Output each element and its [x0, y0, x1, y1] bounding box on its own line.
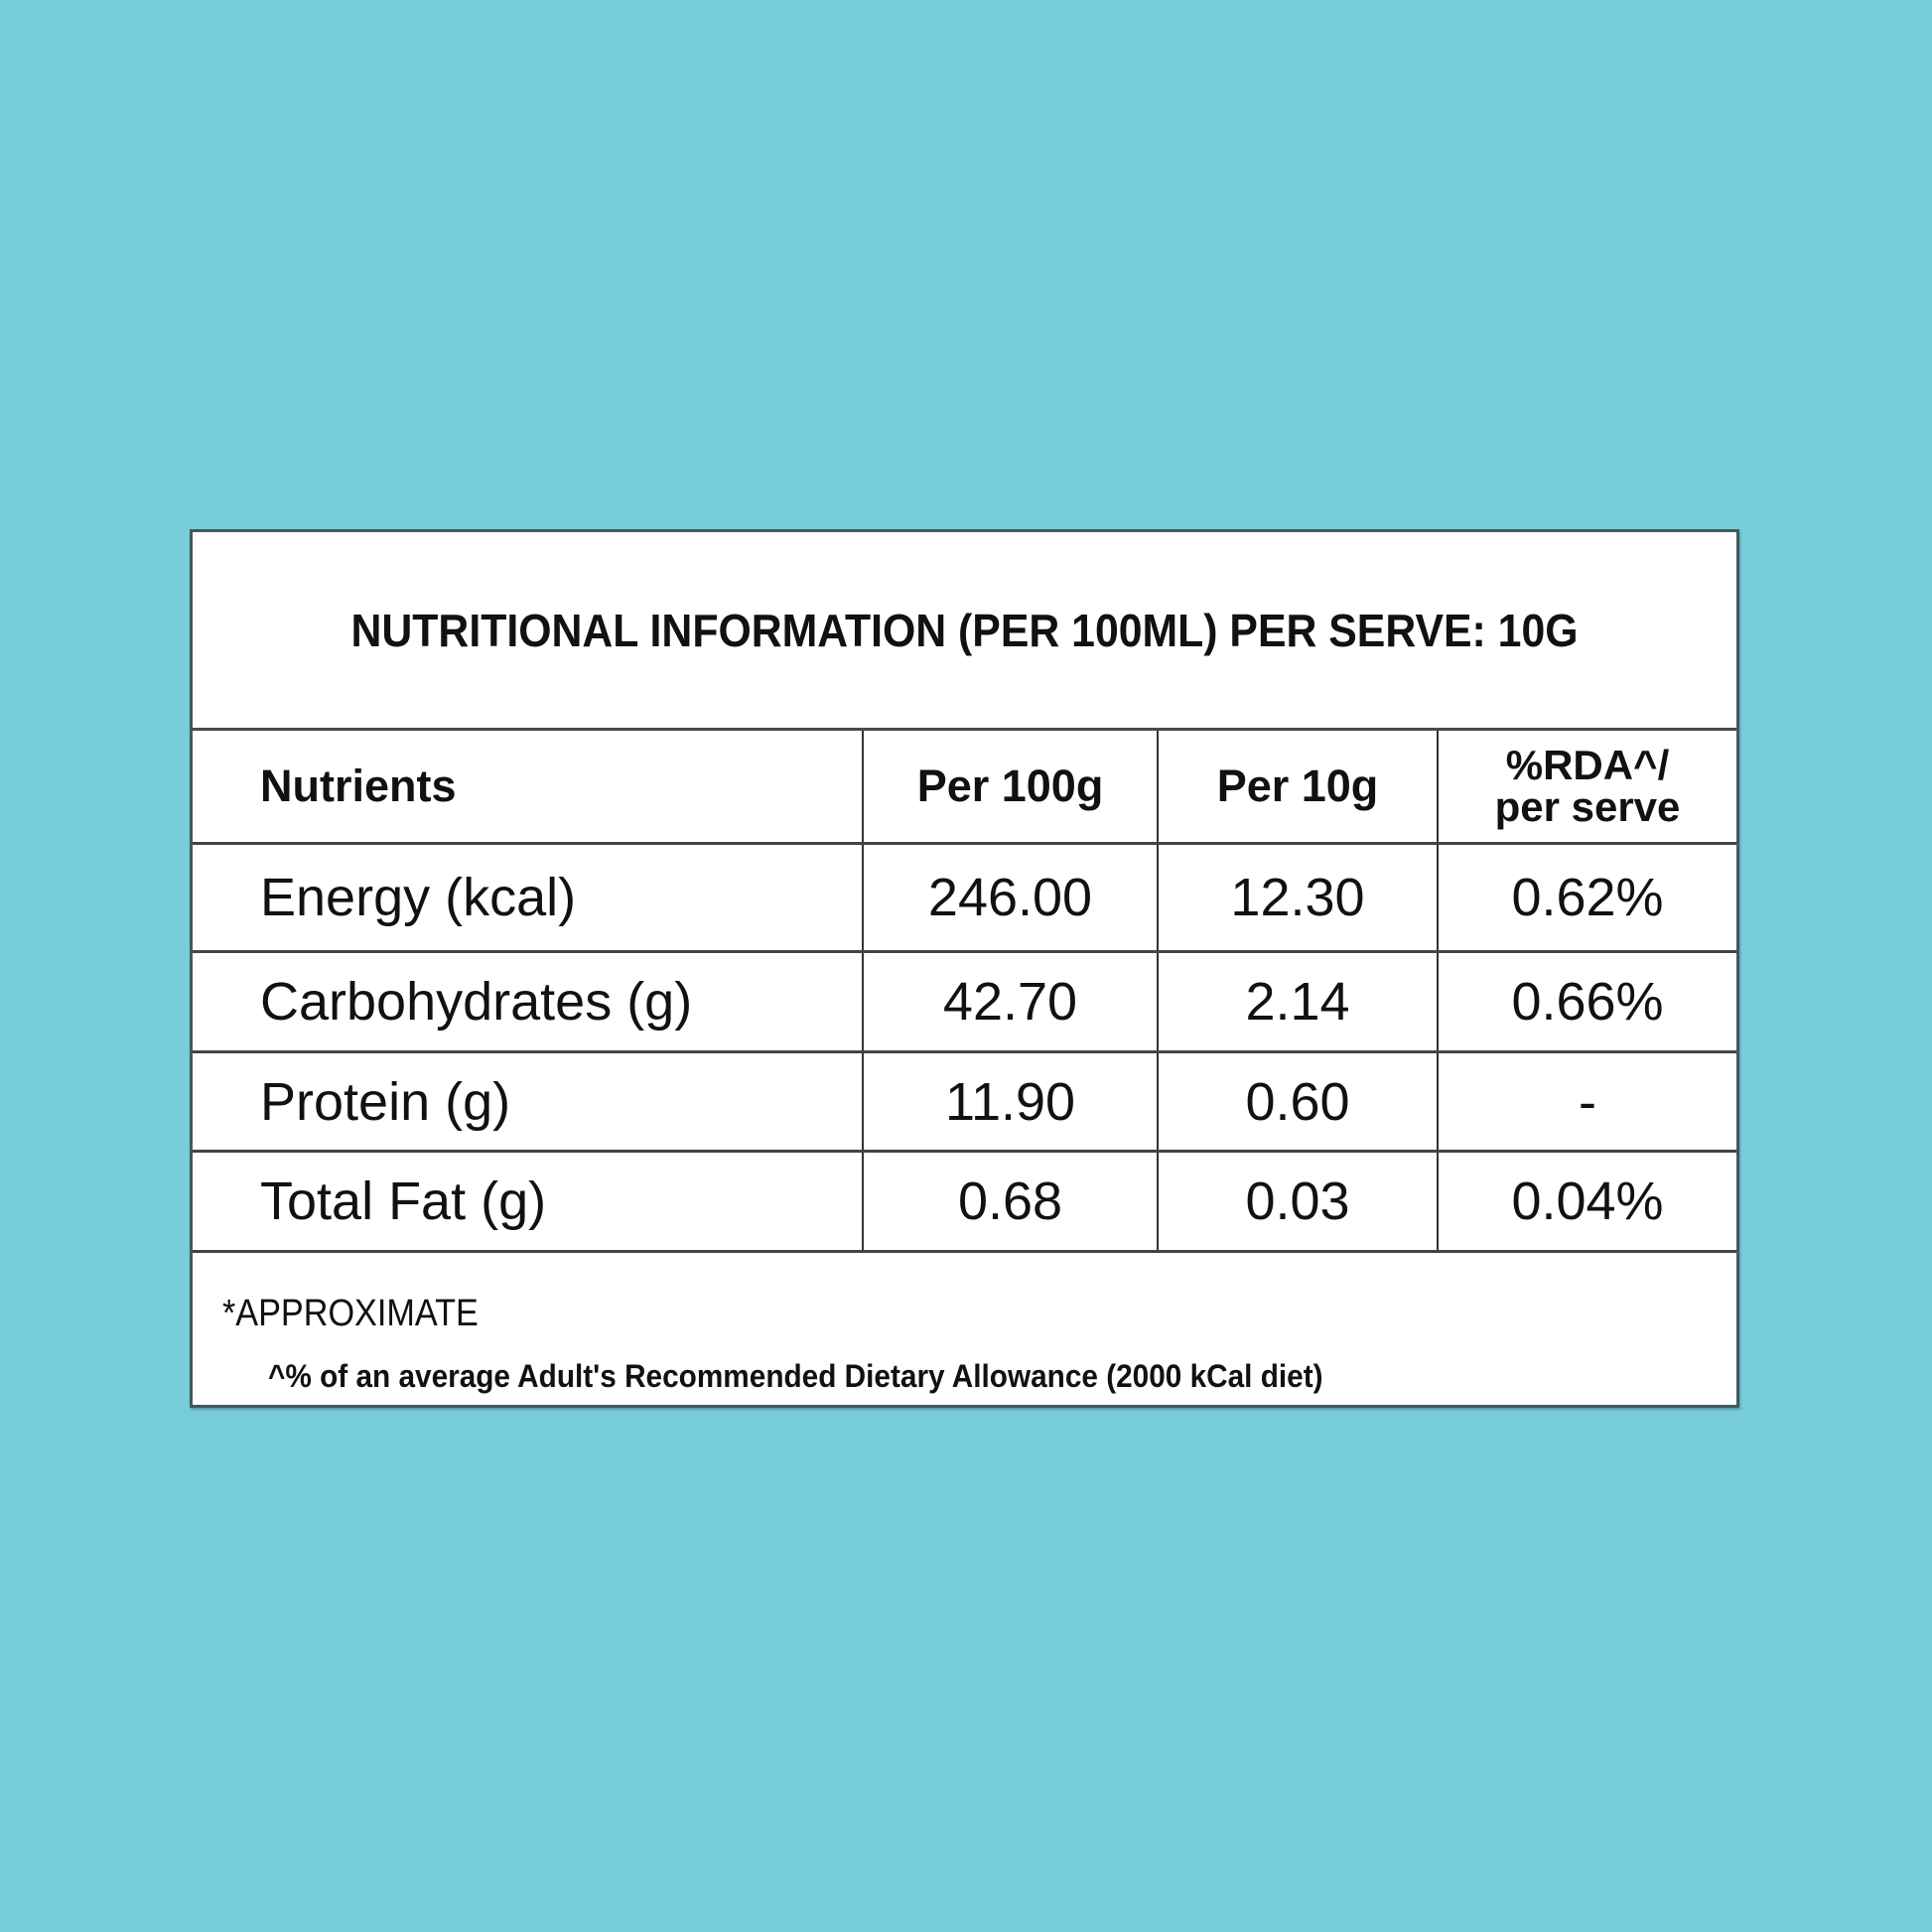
footnote-rda: ^% of an average Adult's Recommended Dietary Allowance (2000 kCal diet): [268, 1358, 1323, 1394]
per-100g-value: 246.00: [863, 844, 1158, 952]
title-row: [193, 532, 1736, 731]
column-header-nutrients: Nutrients: [193, 731, 863, 844]
rda-header-line1: %RDA^/: [1505, 742, 1670, 788]
table-row: [193, 1052, 1736, 1152]
nutrient-name: Energy (kcal): [193, 844, 863, 952]
per-10g-value: 12.30: [1158, 844, 1438, 952]
column-header-per-100g: Per 100g: [863, 731, 1158, 844]
column-header-per-10g: Per 10g: [1158, 731, 1438, 844]
rda-value: -: [1438, 1052, 1736, 1152]
rda-value: 0.62%: [1438, 844, 1736, 952]
rda-value: 0.04%: [1438, 1152, 1736, 1252]
table-row: [193, 952, 1736, 1052]
table-header-row: [193, 731, 1736, 844]
rda-header-line2: per serve: [1494, 783, 1681, 830]
per-100g-value: 11.90: [863, 1052, 1158, 1152]
nutrition-table: [193, 731, 1736, 1253]
per-100g-value: 0.68: [863, 1152, 1158, 1252]
footnote-approximate: *APPROXIMATE: [222, 1293, 479, 1334]
nutrient-name: Protein (g): [193, 1052, 863, 1152]
column-header-rda: [1438, 731, 1736, 844]
nutrient-name: Total Fat (g): [193, 1152, 863, 1252]
footnotes: [193, 1271, 1736, 1405]
per-10g-value: 2.14: [1158, 952, 1438, 1052]
nutrition-label-panel: [190, 529, 1739, 1408]
per-10g-value: 0.03: [1158, 1152, 1438, 1252]
nutrition-title: NUTRITIONAL INFORMATION (PER 100ML) PER SERVE: 10G: [350, 604, 1579, 656]
nutrient-name: Carbohydrates (g): [193, 952, 863, 1052]
per-100g-value: 42.70: [863, 952, 1158, 1052]
table-row: [193, 844, 1736, 952]
table-row: [193, 1152, 1736, 1252]
rda-value: 0.66%: [1438, 952, 1736, 1052]
per-10g-value: 0.60: [1158, 1052, 1438, 1152]
